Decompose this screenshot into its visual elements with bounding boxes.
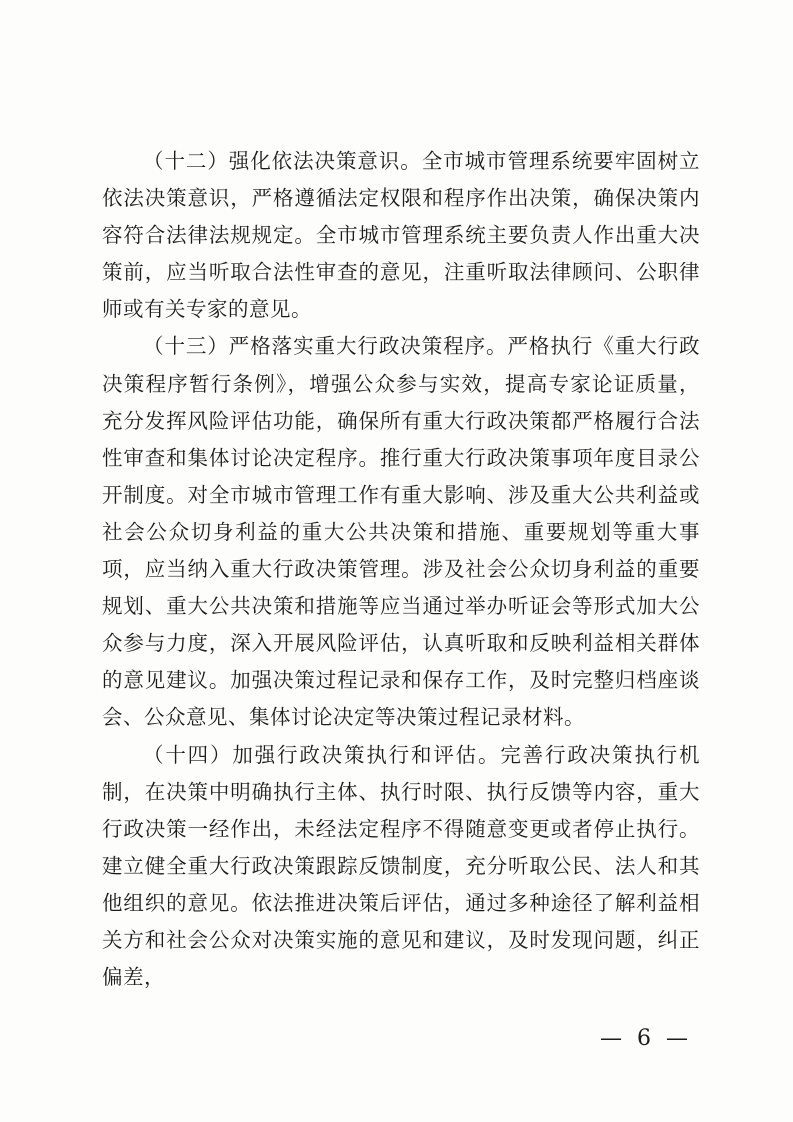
paragraph-14 bbox=[102, 737, 700, 997]
document-body bbox=[102, 143, 700, 996]
paragraph-12-text: 全市城市管理系统要牢固树立依法决策意识，严格遵循法定权限和程序作出决策，确保决策内容符合法律法规规定。全市城市管理系统主要负责人作出重大决策前，应当听取合法性审查的意见，注重听取法律顾问、公职律师或有关专家的意见。 bbox=[102, 149, 701, 322]
paragraph-14-heading: （十四）加强行政决策执行和评估。 bbox=[143, 742, 501, 767]
paragraph-14-text: 完善行政决策执行机制，在决策中明确执行主体、执行时限、执行反馈等内容，重大行政决策一经作出，未经法定程序不得随意变更或者停止执行。建立健全重大行政决策跟踪反馈制度，充分听取公民、法人和其他组织的意见。依法推进决策后评估，通过多种途径了解利益相关方和社会公众对决策实施的意见和建议，及时发现问题，纠正偏差， bbox=[102, 742, 701, 990]
paragraph-13-text: 严格执行《重大行政决策程序暂行条例》，增强公众参与实效，提高专家论证质量，充分发挥风险评估功能，确保所有重大行政决策都严格履行合法性审查和集体讨论决定程序。推行重大行政决策事项年度目录公开制度。对全市城市管理工作有重大影响、涉及重大公共利益或社会公众切身利益的重大公共决策和措施、重要规划等重大事项，应当纳入重大行政决策管理。涉及社会公众切身利益的重要规划、重大公共决策和措施等应当通过举办听证会等形式加大公众参与力度，深入开展风险评估，认真听取和反映利益相关群体的意见建议。加强决策过程记录和保存工作，及时完整归档座谈会、公众意见、集体讨论决定等决策过程记录材料。 bbox=[102, 334, 701, 730]
paragraph-12-heading: （十二）强化依法决策意识。 bbox=[143, 149, 422, 173]
paragraph-12 bbox=[102, 143, 700, 328]
page-number: — 6 — bbox=[600, 1026, 692, 1051]
paragraph-13 bbox=[102, 328, 700, 736]
paragraph-13-heading: （十三）严格落实重大行政决策程序。 bbox=[143, 334, 508, 359]
